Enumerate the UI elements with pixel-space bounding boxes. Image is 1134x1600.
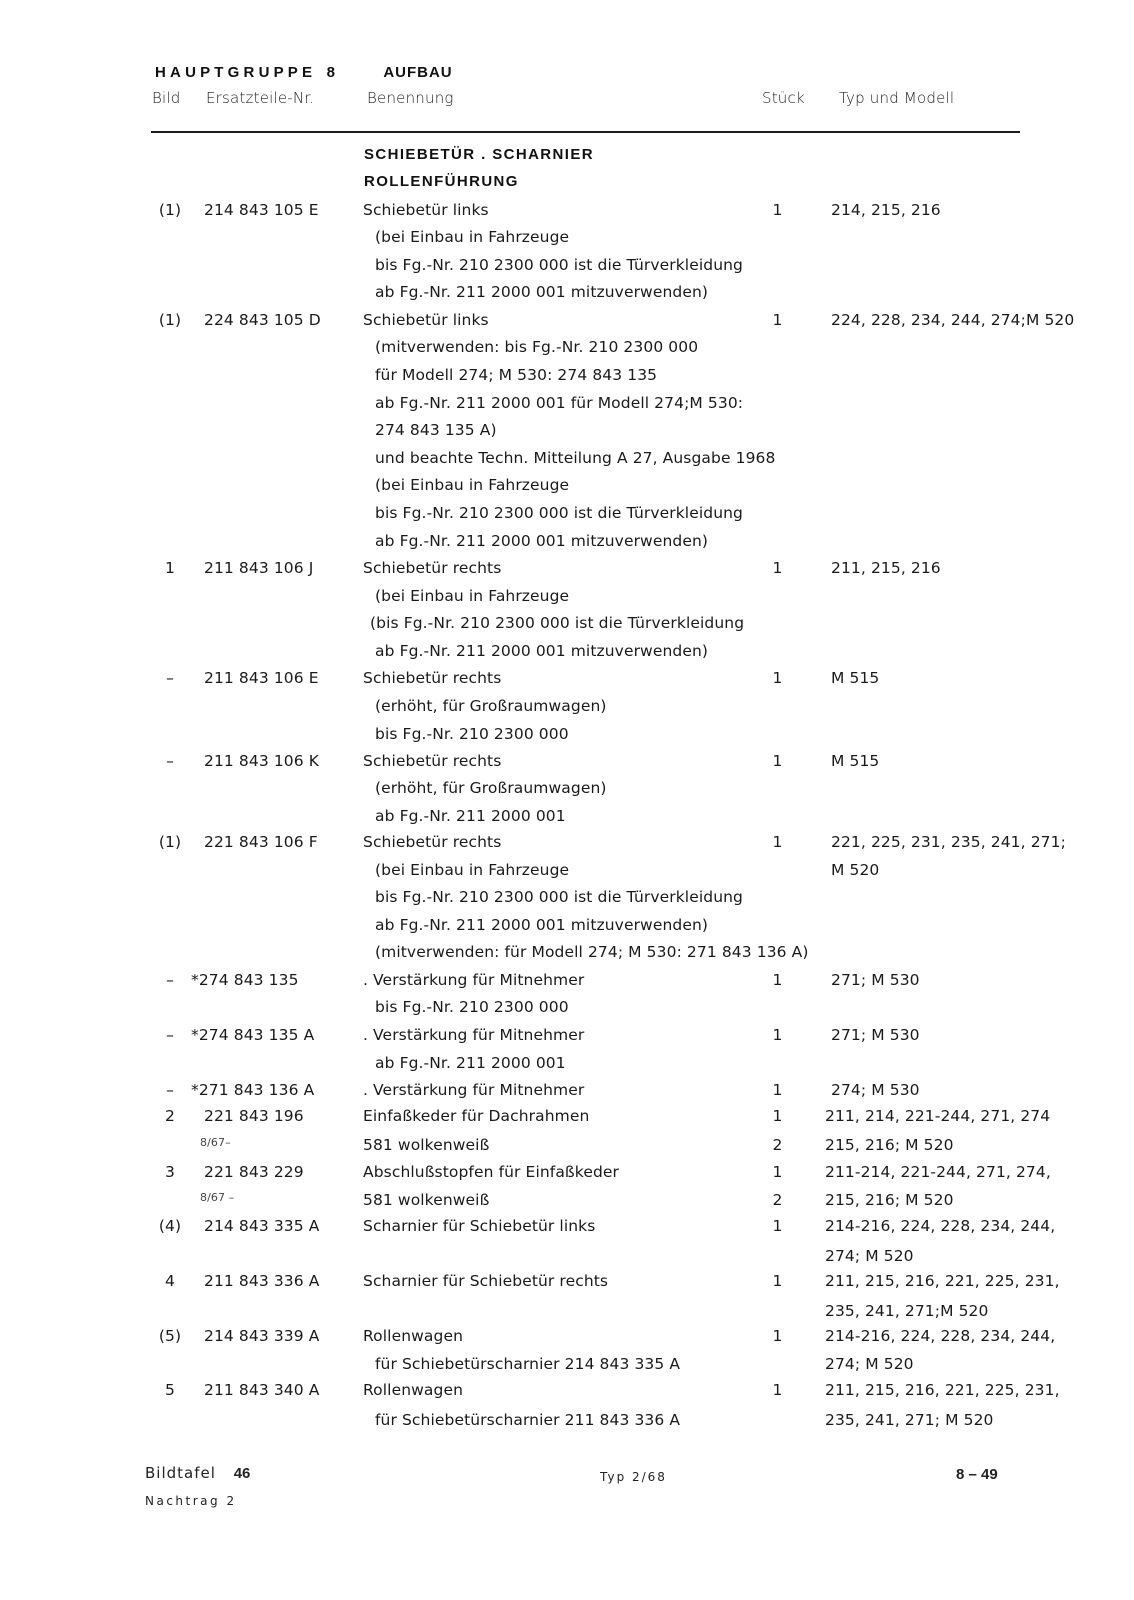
row-description: (erhöht, für Großraumwagen) (375, 697, 607, 715)
column-header-ersatzteile-nr: Ersatzteile-Nr. (206, 89, 315, 107)
row-description: (bei Einbau in Fahrzeuge (375, 228, 570, 246)
row-bild-ref: 3 (165, 1163, 175, 1181)
row-bild-ref: 5 (165, 1381, 175, 1399)
row-type-model: 221, 225, 231, 235, 241, 271; (831, 833, 1066, 851)
row-quantity: 1 (772, 201, 783, 219)
row-description: bis Fg.-Nr. 210 2300 000 (375, 725, 569, 743)
row-type-model: 211, 214, 221-244, 271, 274 (825, 1107, 1051, 1125)
page-number: 8 – 49 (956, 1466, 998, 1483)
row-description: Schiebetür rechts (363, 833, 502, 851)
row-bild-ref: 1 (165, 559, 175, 577)
row-description: Abschlußstopfen für Einfaßkeder (363, 1163, 620, 1181)
section-title-line-2: ROLLENFÜHRUNG (364, 173, 519, 190)
column-header-typ-modell: Typ und Modell (839, 89, 955, 107)
row-description: bis Fg.-Nr. 210 2300 000 ist die Türverkleidung (375, 504, 743, 522)
row-description: Schiebetür links (363, 311, 489, 329)
row-type-model: 235, 241, 271; M 520 (825, 1411, 994, 1429)
row-part-number: 211 843 340 A (204, 1381, 320, 1399)
row-quantity: 1 (772, 1026, 783, 1044)
row-type-model: 215, 216; M 520 (825, 1136, 954, 1154)
row-quantity: 1 (772, 752, 783, 770)
row-part-number: 211 843 106 E (204, 669, 319, 687)
row-description: 274 843 135 A) (375, 421, 497, 439)
row-quantity: 1 (772, 669, 783, 687)
row-description: Rollenwagen (363, 1327, 464, 1345)
row-description: ab Fg.-Nr. 211 2000 001 mitzuverwenden) (375, 283, 709, 301)
row-bild-ref: – (166, 669, 174, 687)
row-type-model: 274; M 520 (825, 1355, 914, 1373)
bildtafel-label: Bildtafel (145, 1464, 216, 1482)
row-description: 581 wolkenweiß (363, 1191, 490, 1209)
group-number: 8 (326, 64, 335, 81)
row-description: . Verstärkung für Mitnehmer (363, 1026, 585, 1044)
row-type-model: 224, 228, 234, 244, 274;M 520 (831, 311, 1075, 329)
row-bild-ref: – (166, 1081, 174, 1099)
row-type-model: M 520 (831, 861, 880, 879)
row-quantity: 1 (772, 1217, 783, 1235)
row-part-number: 221 843 106 F (204, 833, 318, 851)
row-part-number: *274 843 135 (191, 971, 299, 989)
row-description: für Schiebetürscharnier 214 843 335 A (375, 1355, 681, 1373)
column-header-stueck: Stück (762, 89, 805, 107)
row-description: Rollenwagen (363, 1381, 464, 1399)
row-description: (mitverwenden: für Modell 274; M 530: 271 843 136 A) (375, 943, 809, 961)
row-bild-ref: (1) (158, 311, 182, 329)
row-part-number: *271 843 136 A (191, 1081, 315, 1099)
row-description: Scharnier für Schiebetür links (363, 1217, 596, 1235)
row-description: Scharnier für Schiebetür rechts (363, 1272, 609, 1290)
row-part-number: 214 843 339 A (204, 1327, 320, 1345)
row-description: ab Fg.-Nr. 211 2000 001 (375, 1054, 566, 1072)
row-description: und beachte Techn. Mitteilung A 27, Ausgabe 1968 (375, 449, 776, 467)
row-type-model: 211, 215, 216, 221, 225, 231, (825, 1381, 1060, 1399)
column-header-bild: Bild (152, 89, 181, 107)
row-bild-ref: 2 (165, 1107, 175, 1125)
row-description: für Modell 274; M 530: 274 843 135 (375, 366, 658, 384)
row-part-number: 211 843 106 J (204, 559, 314, 577)
row-description: ab Fg.-Nr. 211 2000 001 mitzuverwenden) (375, 642, 709, 660)
row-type-model: 271; M 530 (831, 1026, 920, 1044)
row-quantity: 1 (772, 1272, 783, 1290)
row-quantity: 2 (772, 1191, 783, 1209)
group-name: AUFBAU (383, 64, 453, 81)
row-bild-ref: (4) (158, 1217, 182, 1235)
header-divider (151, 131, 1020, 133)
row-description: ab Fg.-Nr. 211 2000 001 mitzuverwenden) (375, 532, 709, 550)
supplement-note: Nachtrag 2 (145, 1494, 237, 1508)
row-quantity: 1 (772, 1163, 783, 1181)
row-description: (bei Einbau in Fahrzeuge (375, 587, 570, 605)
row-bild-ref: 4 (165, 1272, 175, 1290)
main-group-heading (155, 64, 453, 81)
row-date-note: 8/67 – (200, 1191, 235, 1204)
bildtafel-number: 46 (233, 1465, 251, 1482)
row-quantity: 1 (772, 971, 783, 989)
row-part-number: 214 843 105 E (204, 201, 319, 219)
row-quantity: 2 (772, 1136, 783, 1154)
row-description: Schiebetür rechts (363, 752, 502, 770)
row-bild-ref: – (166, 1026, 174, 1044)
row-type-model: M 515 (831, 752, 880, 770)
row-bild-ref: – (166, 752, 174, 770)
row-part-number: 211 843 106 K (204, 752, 319, 770)
row-bild-ref: (1) (158, 201, 182, 219)
row-description: (bei Einbau in Fahrzeuge (375, 476, 570, 494)
row-bild-ref: (1) (158, 833, 182, 851)
row-description: 581 wolkenweiß (363, 1136, 490, 1154)
row-type-model: 211, 215, 216, 221, 225, 231, (825, 1272, 1060, 1290)
row-quantity: 1 (772, 559, 783, 577)
section-title-line-1: SCHIEBETÜR . SCHARNIER (364, 146, 594, 163)
row-quantity: 1 (772, 833, 783, 851)
row-description: bis Fg.-Nr. 210 2300 000 (375, 998, 569, 1016)
row-date-note: 8/67– (200, 1136, 231, 1149)
row-description: (bei Einbau in Fahrzeuge (375, 861, 570, 879)
type-date: Typ 2/68 (600, 1470, 667, 1484)
row-description: Einfaßkeder für Dachrahmen (363, 1107, 590, 1125)
row-type-model: 215, 216; M 520 (825, 1191, 954, 1209)
row-description: (erhöht, für Großraumwagen) (375, 779, 607, 797)
plate-reference (145, 1464, 250, 1482)
group-title: HAUPTGRUPPE (155, 64, 317, 81)
row-part-number: 211 843 336 A (204, 1272, 320, 1290)
column-header-benennung: Benennung (367, 89, 454, 107)
row-type-model: 214-216, 224, 228, 234, 244, (825, 1217, 1056, 1235)
row-description: . Verstärkung für Mitnehmer (363, 1081, 585, 1099)
row-type-model: 211, 215, 216 (831, 559, 941, 577)
row-description: . Verstärkung für Mitnehmer (363, 971, 585, 989)
row-description: (bis Fg.-Nr. 210 2300 000 ist die Türverkleidung (370, 614, 745, 632)
row-description: ab Fg.-Nr. 211 2000 001 mitzuverwenden) (375, 916, 709, 934)
row-type-model: 211-214, 221-244, 271, 274, (825, 1163, 1051, 1181)
row-description: ab Fg.-Nr. 211 2000 001 für Modell 274;M 530: (375, 394, 744, 412)
row-part-number: 224 843 105 D (204, 311, 321, 329)
row-description: Schiebetür links (363, 201, 489, 219)
row-bild-ref: – (166, 971, 174, 989)
row-description: (mitverwenden: bis Fg.-Nr. 210 2300 000 (375, 338, 699, 356)
row-type-model: 274; M 530 (831, 1081, 920, 1099)
row-description: bis Fg.-Nr. 210 2300 000 ist die Türverkleidung (375, 256, 743, 274)
row-quantity: 1 (772, 1081, 783, 1099)
row-type-model: 271; M 530 (831, 971, 920, 989)
row-description: Schiebetür rechts (363, 669, 502, 687)
row-type-model: 235, 241, 271;M 520 (825, 1302, 989, 1320)
row-quantity: 1 (772, 1107, 783, 1125)
row-part-number: 221 843 196 (204, 1107, 304, 1125)
row-quantity: 1 (772, 1327, 783, 1345)
row-description: Schiebetür rechts (363, 559, 502, 577)
row-quantity: 1 (772, 1381, 783, 1399)
row-type-model: M 515 (831, 669, 880, 687)
row-part-number: *274 843 135 A (191, 1026, 315, 1044)
row-type-model: 274; M 520 (825, 1247, 914, 1265)
row-description: für Schiebetürscharnier 211 843 336 A (375, 1411, 681, 1429)
row-bild-ref: (5) (158, 1327, 182, 1345)
row-description: bis Fg.-Nr. 210 2300 000 ist die Türverkleidung (375, 888, 743, 906)
row-description: ab Fg.-Nr. 211 2000 001 (375, 807, 566, 825)
row-part-number: 214 843 335 A (204, 1217, 320, 1235)
row-type-model: 214-216, 224, 228, 234, 244, (825, 1327, 1056, 1345)
row-part-number: 221 843 229 (204, 1163, 304, 1181)
row-quantity: 1 (772, 311, 783, 329)
row-type-model: 214, 215, 216 (831, 201, 941, 219)
